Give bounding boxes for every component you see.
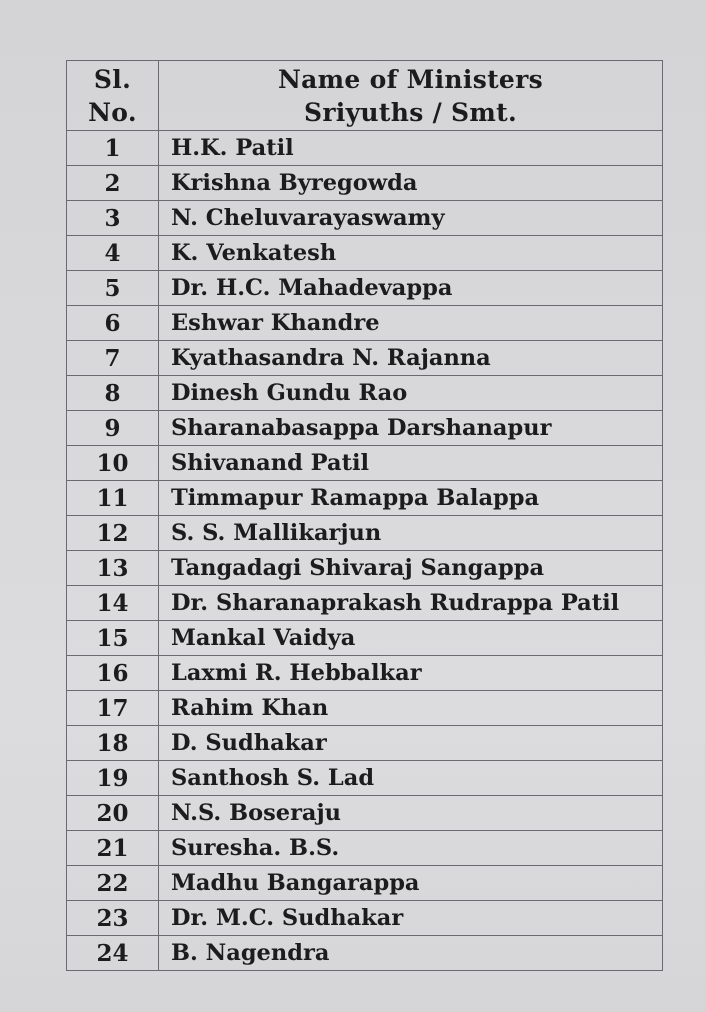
minister-name-cell: Krishna Byregowda [159,166,663,201]
serial-number-cell: 4 [67,236,159,271]
table-row [67,901,663,936]
table-row [67,551,663,586]
table-row [67,866,663,901]
name-header-line2: Sriyuths / Smt. [303,97,518,127]
serial-number-cell: 2 [67,166,159,201]
serial-number-cell: 16 [67,656,159,691]
minister-name-cell: Madhu Bangarappa [159,866,663,901]
minister-name-cell: Dr. H.C. Mahadevappa [159,271,663,306]
table-row [67,236,663,271]
minister-name-cell: Santhosh S. Lad [159,761,663,796]
table-row [67,656,663,691]
sl-header-line2: No. [88,97,137,127]
minister-name-cell: N. Cheluvarayaswamy [159,201,663,236]
table-row [67,481,663,516]
minister-name-cell: Tangadagi Shivaraj Sangappa [159,551,663,586]
serial-number-cell: 17 [67,691,159,726]
table-row [67,621,663,656]
minister-name-cell: D. Sudhakar [159,726,663,761]
serial-number-cell: 23 [67,901,159,936]
minister-name-cell: Suresha. B.S. [159,831,663,866]
serial-number-cell: 19 [67,761,159,796]
table-body [67,131,663,971]
minister-name-cell: K. Venkatesh [159,236,663,271]
minister-name-cell: Dr. M.C. Sudhakar [159,901,663,936]
minister-name-cell: Dr. Sharanaprakash Rudrappa Patil [159,586,663,621]
table-row [67,271,663,306]
sl-header-line1: Sl. [93,64,132,94]
table-header-row [67,61,663,131]
table-row [67,166,663,201]
table-row [67,936,663,971]
serial-number-cell: 14 [67,586,159,621]
serial-number-cell: 9 [67,411,159,446]
serial-number-cell: 24 [67,936,159,971]
table-row [67,201,663,236]
serial-number-cell: 3 [67,201,159,236]
serial-number-cell: 15 [67,621,159,656]
serial-number-cell: 13 [67,551,159,586]
minister-name-cell: Sharanabasappa Darshanapur [159,411,663,446]
serial-number-cell: 11 [67,481,159,516]
table-row [67,691,663,726]
serial-number-cell: 6 [67,306,159,341]
ministers-table [66,60,663,971]
serial-number-cell: 10 [67,446,159,481]
table-row [67,411,663,446]
minister-name-cell: Shivanand Patil [159,446,663,481]
minister-name-cell: Rahim Khan [159,691,663,726]
serial-number-cell: 1 [67,131,159,166]
minister-name-cell: Timmapur Ramappa Balappa [159,481,663,516]
minister-name-cell: H.K. Patil [159,131,663,166]
serial-number-cell: 7 [67,341,159,376]
sl-no-header [67,61,159,131]
minister-name-cell: Eshwar Khandre [159,306,663,341]
minister-name-cell: B. Nagendra [159,936,663,971]
minister-name-cell: N.S. Boseraju [159,796,663,831]
serial-number-cell: 18 [67,726,159,761]
table-row [67,306,663,341]
table-row [67,761,663,796]
serial-number-cell: 5 [67,271,159,306]
table-row [67,831,663,866]
table-row [67,341,663,376]
serial-number-cell: 22 [67,866,159,901]
name-header-line1: Name of Ministers [278,64,543,94]
serial-number-cell: 20 [67,796,159,831]
name-header [159,61,663,131]
table-row [67,726,663,761]
table-row [67,516,663,551]
minister-name-cell: S. S. Mallikarjun [159,516,663,551]
minister-name-cell: Kyathasandra N. Rajanna [159,341,663,376]
serial-number-cell: 21 [67,831,159,866]
minister-name-cell: Laxmi R. Hebbalkar [159,656,663,691]
serial-number-cell: 8 [67,376,159,411]
serial-number-cell: 12 [67,516,159,551]
minister-name-cell: Mankal Vaidya [159,621,663,656]
table-row [67,131,663,166]
table-row [67,376,663,411]
table-row [67,796,663,831]
table-row [67,586,663,621]
table-row [67,446,663,481]
minister-name-cell: Dinesh Gundu Rao [159,376,663,411]
